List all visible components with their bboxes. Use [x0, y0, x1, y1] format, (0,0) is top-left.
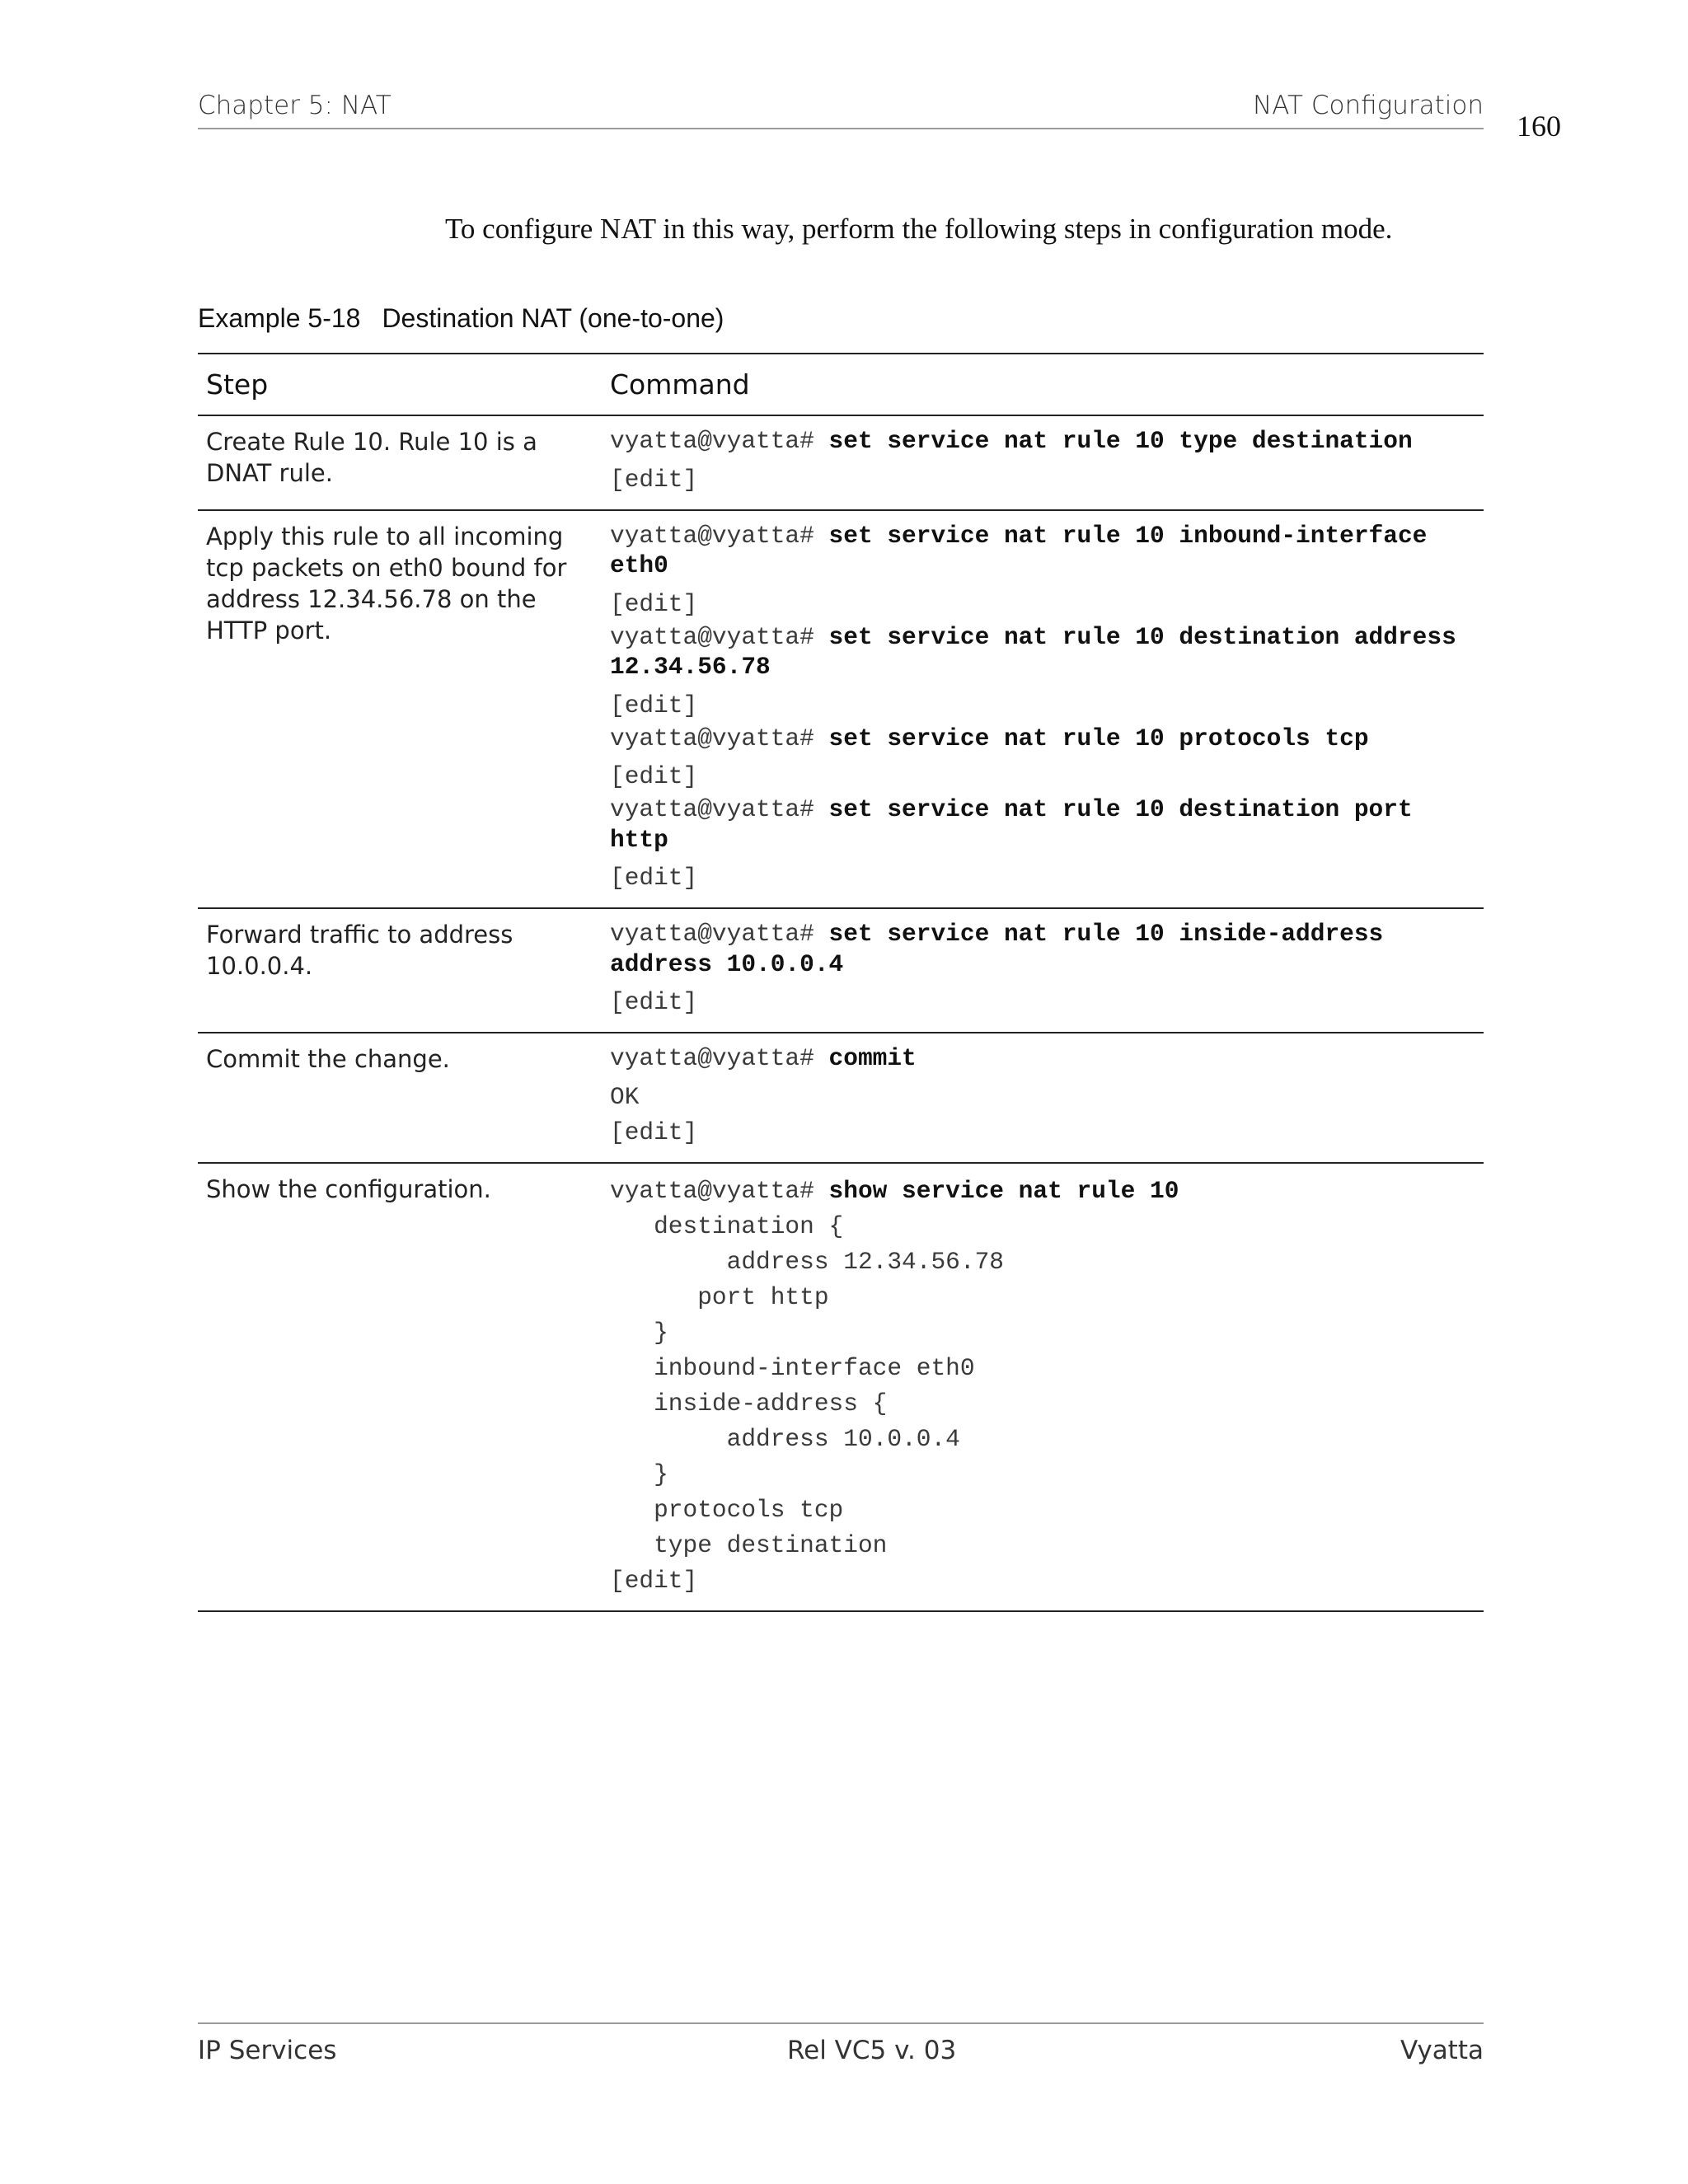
- command-table: [198, 353, 1484, 1612]
- command-line: [610, 919, 1484, 979]
- step-description: Show the configuration.: [206, 1174, 491, 1203]
- command-line: [610, 1174, 1484, 1209]
- command-text: set service nat rule 10 inside-address address 10.0.0.4: [610, 920, 1398, 978]
- intro-paragraph: To configure NAT in this way, perform the following steps in configuration mode.: [445, 213, 1393, 245]
- example-caption: [198, 303, 724, 334]
- config-output-line: address 12.34.56.78: [610, 1247, 1004, 1276]
- config-output-line: protocols tcp: [610, 1495, 844, 1524]
- edit-marker: [edit]: [610, 762, 698, 790]
- table-row: [198, 510, 1484, 909]
- edit-marker: [edit]: [610, 1118, 698, 1146]
- prompt: vyatta@vyatta#: [610, 1044, 814, 1072]
- command-line: [610, 521, 1484, 581]
- command-line: [610, 724, 1484, 754]
- config-output-line: destination {: [610, 1212, 844, 1240]
- edit-marker: [edit]: [610, 589, 698, 618]
- running-header-chapter: Chapter 5: NAT: [198, 91, 392, 120]
- command-cell: [610, 1163, 1484, 1611]
- edit-marker: [edit]: [610, 465, 698, 494]
- step-description: Create Rule 10. Rule 10 is a DNAT rule.: [206, 428, 537, 487]
- config-output-line: port http: [610, 1282, 829, 1311]
- table-row: [198, 1163, 1484, 1611]
- command-line: [610, 426, 1484, 457]
- edit-marker: [edit]: [610, 864, 698, 892]
- table-row: [198, 1033, 1484, 1163]
- command-line: [610, 622, 1484, 682]
- command-text: show service nat rule 10: [828, 1176, 1179, 1205]
- prompt: vyatta@vyatta#: [610, 1176, 814, 1205]
- table-row: [198, 415, 1484, 510]
- footer-doc-title: IP Services: [198, 2036, 337, 2065]
- config-output-line: }: [610, 1460, 668, 1488]
- column-header-step: Step: [198, 354, 610, 415]
- example-title: Destination NAT (one-to-one): [382, 303, 724, 333]
- running-header-section: NAT Configuration: [1253, 91, 1484, 120]
- edit-marker: [edit]: [610, 988, 698, 1016]
- step-description: Forward traffic to address 10.0.0.4.: [206, 921, 513, 980]
- step-description: Commit the change.: [206, 1045, 450, 1073]
- edit-marker: [edit]: [610, 691, 698, 719]
- config-output-line: inbound-interface eth0: [610, 1353, 975, 1382]
- command-text: commit: [828, 1044, 917, 1072]
- prompt: vyatta@vyatta#: [610, 521, 814, 550]
- column-header-command: Command: [610, 354, 1484, 415]
- page-number: 160: [1517, 110, 1561, 143]
- command-line: [610, 794, 1484, 855]
- command-text: set service nat rule 10 inbound-interface eth0: [610, 521, 1442, 579]
- command-text: set service nat rule 10 destination address 12.34.56.78: [610, 622, 1471, 681]
- table-header-row: [198, 354, 1484, 415]
- config-output-line: address 10.0.0.4: [610, 1424, 960, 1453]
- footer-rule: [198, 2022, 1484, 2024]
- footer-vendor: Vyatta: [1400, 2036, 1484, 2065]
- command-cell: [610, 908, 1484, 1033]
- config-output-line: }: [610, 1318, 668, 1347]
- footer-release: Rel VC5 v. 03: [787, 2036, 957, 2065]
- command-cell: [610, 510, 1484, 909]
- command-text: set service nat rule 10 type destination: [828, 427, 1413, 455]
- table-row: [198, 908, 1484, 1033]
- header-rule: [198, 128, 1484, 129]
- edit-marker: [edit]: [610, 1566, 698, 1595]
- command-line: [610, 1043, 1484, 1074]
- command-text: set service nat rule 10 destination port http: [610, 795, 1428, 854]
- command-text: set service nat rule 10 protocols tcp: [828, 724, 1369, 752]
- prompt: vyatta@vyatta#: [610, 920, 814, 948]
- config-output-line: type destination: [610, 1530, 888, 1559]
- prompt: vyatta@vyatta#: [610, 622, 814, 651]
- command-cell: [610, 1033, 1484, 1163]
- command-cell: [610, 415, 1484, 510]
- prompt: vyatta@vyatta#: [610, 427, 814, 455]
- prompt: vyatta@vyatta#: [610, 724, 814, 752]
- example-number: Example 5-18: [198, 303, 361, 333]
- config-output-line: inside-address {: [610, 1389, 888, 1418]
- step-description: Apply this rule to all incoming tcp packets on eth0 bound for address 12.34.56.78 on the HTTP port.: [206, 522, 567, 644]
- prompt: vyatta@vyatta#: [610, 795, 814, 823]
- command-output: OK: [610, 1082, 640, 1111]
